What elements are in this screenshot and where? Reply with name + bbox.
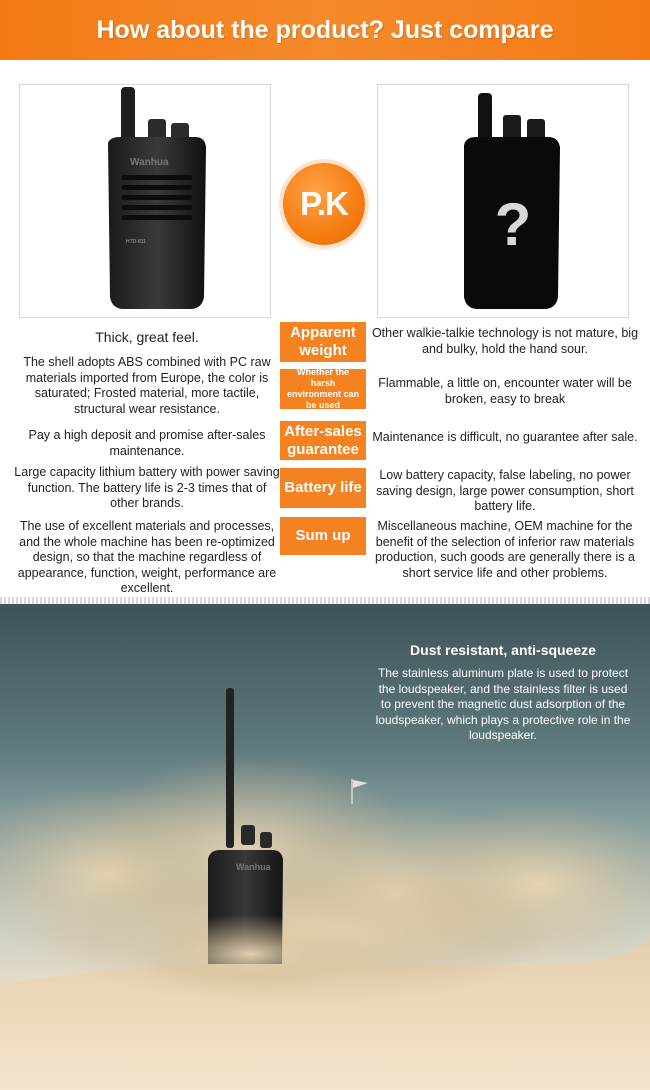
left-environment-text: The shell adopts ABS combined with PC raw materials imported from Europe, the color is saturated; Frosted material, more tactile, structural wear resistance. <box>23 355 271 416</box>
left-aftersales-text: Pay a high deposit and promise after-sales maintenance. <box>28 428 266 458</box>
label-harsh-environment: Whether the harsh environment can be used <box>280 369 366 409</box>
right-environment-text: Flammable, a little on, encounter water will be broken, easy to break <box>378 376 632 406</box>
left-product-image <box>19 84 271 318</box>
question-mark: ? <box>494 191 532 258</box>
dust-resistant-section <box>0 604 650 1090</box>
label-after-sales: After-sales guarantee <box>280 421 366 460</box>
walkie-talkie-icon <box>378 85 629 318</box>
walkie-talkie-icon <box>20 85 271 318</box>
right-weight-text: Other walkie-talkie technology is not mature, big and bulky, hold the hand sour. <box>371 326 639 356</box>
left-brand-text: Wanhua <box>130 157 169 168</box>
left-weight-text: Thick, great feel. <box>95 329 199 345</box>
label-sum-up: Sum up <box>280 517 366 555</box>
right-aftersales-text: Maintenance is difficult, no guarantee after sale. <box>372 430 638 444</box>
dust-description: The stainless aluminum plate is used to protect the loudspeaker, and the stainless filter is used to prevent the magnetic dust adsorption of the loudspeaker, which plays a protective role in the loudspeaker. <box>375 666 631 742</box>
right-summary-text: Miscellaneous machine, OEM machine for the benefit of the selection of inferior raw materials production, such goods are generally there is a short service life and other problems. <box>375 519 635 580</box>
label-apparent-weight: Apparent weight <box>280 322 366 362</box>
header-banner <box>0 0 650 60</box>
label-battery-life: Battery life <box>280 468 366 508</box>
dust-title: Dust resistant, anti-squeeze <box>410 642 596 658</box>
dust-radio-brand: Wanhua <box>236 862 271 872</box>
left-summary-text: The use of excellent materials and processes, and the whole machine has been re-optimized design, so that the machine regardless of appearance, function, weight, performance are excellent. <box>17 519 277 595</box>
left-model-text: HTD-811 <box>126 239 146 245</box>
section-divider <box>0 597 650 604</box>
right-product-image <box>377 84 629 318</box>
right-battery-text: Low battery capacity, false labeling, no power saving design, large power consumption, short battery life. <box>376 468 634 513</box>
pk-badge <box>283 163 365 245</box>
pk-label: P.K <box>300 185 348 222</box>
left-battery-text: Large capacity lithium battery with power saving function. The battery life is 2-3 times that of other brands. <box>14 465 280 510</box>
banner-title: How about the product? Just compare <box>96 15 554 44</box>
